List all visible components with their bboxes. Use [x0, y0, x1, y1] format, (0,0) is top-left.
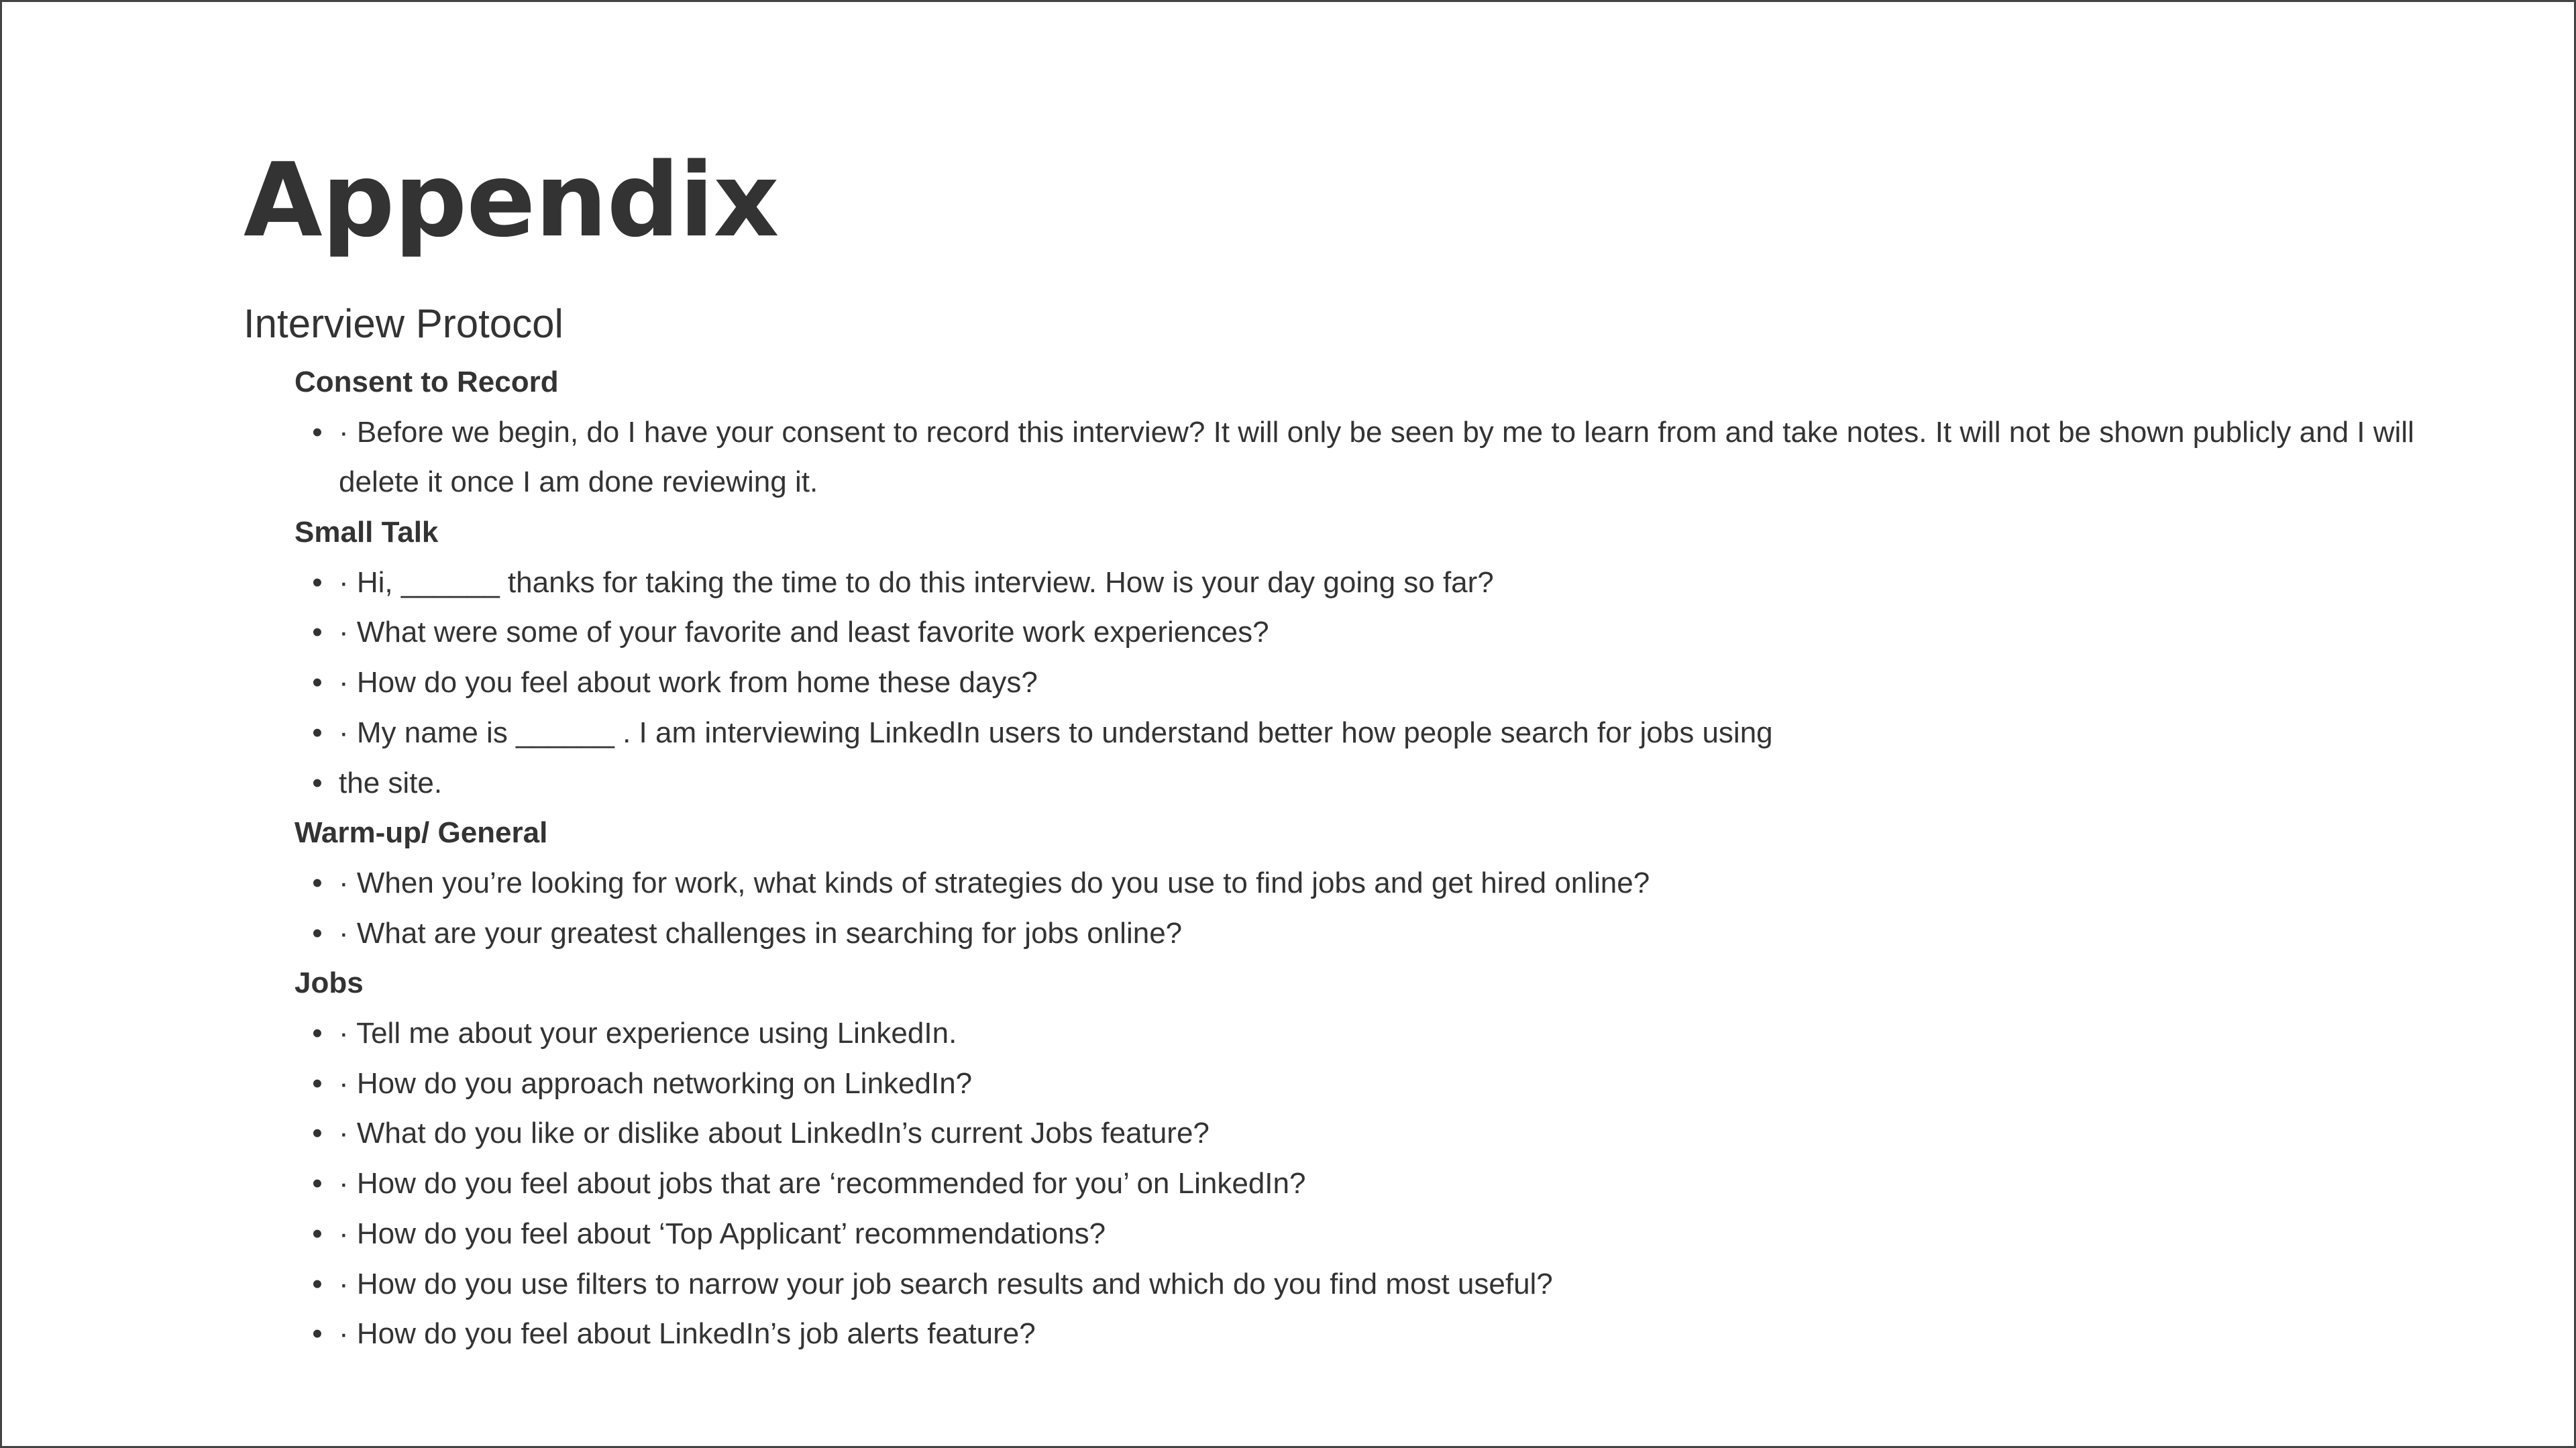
list-item-text: · How do you feel about LinkedIn’s job alerts feature? — [339, 1317, 1036, 1351]
bullet-icon: • — [312, 616, 323, 649]
list-item-text: · What do you like or dislike about LinkedIn’s current Jobs feature? — [339, 1117, 1210, 1150]
bullet-icon: • — [312, 1066, 323, 1100]
bullet-icon: • — [312, 1017, 323, 1050]
bullet-icon: • — [312, 716, 323, 749]
list-item-text: · How do you approach networking on LinkedIn? — [339, 1066, 973, 1100]
list-item — [294, 1109, 2418, 1159]
question-list — [294, 558, 2390, 809]
section-warm-up-general — [294, 808, 2390, 958]
list-item-text: · When you’re looking for work, what kinds of strategies do you use to find jobs and get hired online? — [339, 866, 1650, 899]
bullet-icon: • — [312, 415, 323, 449]
list-item-text: · How do you feel about work from home these days? — [339, 666, 1038, 700]
list-item-text: · Tell me about your experience using LinkedIn. — [339, 1017, 957, 1050]
bullet-icon: • — [312, 666, 323, 700]
list-item — [294, 1309, 2418, 1359]
section-heading: Consent to Record — [294, 366, 559, 398]
list-item-text: · How do you feel about ‘Top Applicant’ recommendations? — [339, 1217, 1106, 1250]
list-item-text: · What were some of your favorite and least favorite work experiences? — [339, 616, 1269, 649]
bullet-icon: • — [312, 866, 323, 899]
list-item — [294, 708, 2418, 759]
list-item — [294, 1059, 2418, 1109]
list-item — [294, 759, 2418, 809]
list-item-text: · Hi, ______ thanks for taking the time to do this interview. How is your day going so far? — [339, 565, 1494, 599]
section-jobs — [294, 958, 2390, 1359]
list-item — [294, 909, 2418, 959]
bullet-icon: • — [312, 565, 323, 599]
list-item — [294, 608, 2418, 658]
section-heading: Warm-up/ General — [294, 816, 548, 850]
list-item — [294, 408, 2418, 508]
section-consent-to-record — [294, 357, 2414, 508]
list-item-text: · What are your greatest challenges in searching for jobs online? — [339, 916, 1183, 950]
document-content — [244, 136, 2414, 1359]
list-item-text: the site. — [339, 766, 443, 799]
section-heading: Jobs — [294, 966, 364, 1000]
list-item — [294, 558, 2418, 608]
list-item — [294, 1209, 2418, 1260]
list-item — [294, 1260, 2418, 1310]
bullet-icon: • — [312, 766, 323, 799]
bullet-icon: • — [312, 1217, 323, 1250]
list-item — [294, 1009, 2418, 1059]
list-item-text: · How do you feel about jobs that are ‘recommended for you’ on LinkedIn? — [339, 1167, 1306, 1201]
protocol-sections — [244, 357, 2414, 1359]
list-item — [294, 1159, 2418, 1209]
page-title: Appendix — [244, 141, 779, 260]
page-subtitle: Interview Protocol — [244, 301, 564, 346]
bullet-icon: • — [312, 1267, 323, 1300]
bullet-icon: • — [312, 916, 323, 950]
list-item-text: · Before we begin, do I have your consent to record this interview? It will only be seen by me to learn from and take notes. It will not be shown publicly and I will delete it once I am done reviewing it. — [339, 415, 2414, 499]
bullet-icon: • — [312, 1317, 323, 1351]
list-item-text: · My name is ______ . I am interviewing LinkedIn users to understand better how people search for jobs using — [339, 716, 1773, 749]
list-item — [294, 858, 2418, 909]
section-heading: Small Talk — [294, 516, 439, 549]
question-list — [294, 858, 2390, 958]
section-small-talk — [294, 508, 2390, 808]
question-list — [294, 408, 2414, 508]
bullet-icon: • — [312, 1167, 323, 1201]
list-item-text: · How do you use filters to narrow your job search results and which do you find most useful? — [339, 1267, 1553, 1300]
list-item — [294, 658, 2418, 708]
question-list — [294, 1009, 2390, 1359]
bullet-icon: • — [312, 1117, 323, 1150]
